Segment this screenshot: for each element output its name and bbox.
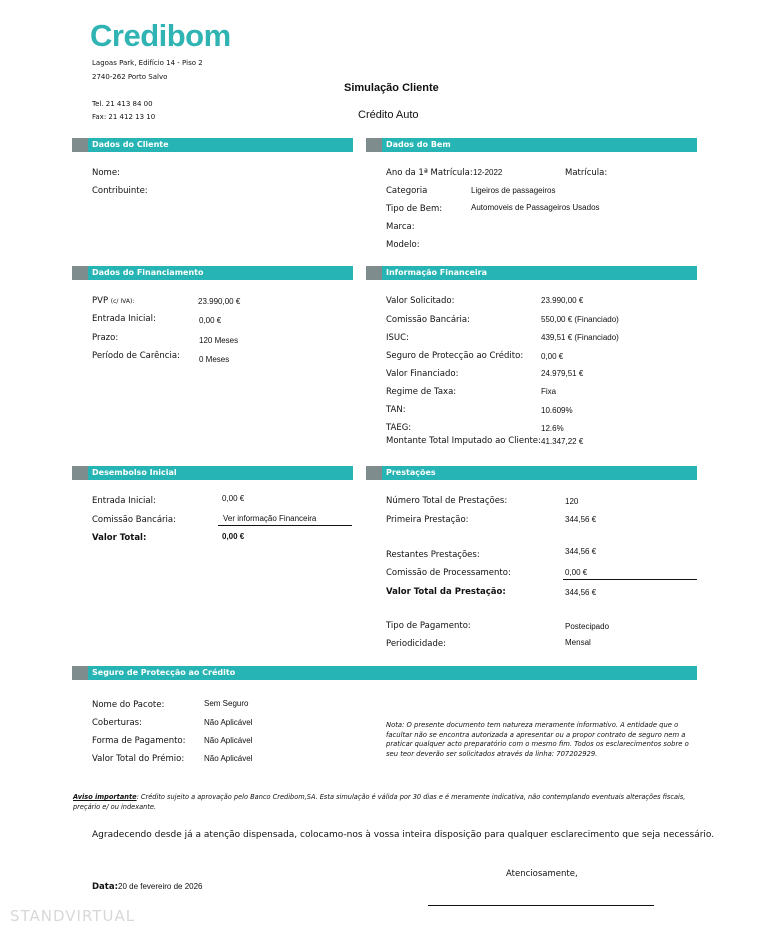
pvp-label <box>92 296 134 306</box>
section-tab <box>366 266 382 280</box>
pacote-value: Sem Seguro <box>204 699 249 708</box>
categoria-label: Categoria <box>386 186 428 196</box>
prazo-label: Prazo: <box>92 333 119 343</box>
pvp-value: 23.990,00 € <box>198 297 241 306</box>
address-line-2: 2740-262 Porto Salvo <box>92 73 168 81</box>
document-subtitle: Crédito Auto <box>358 109 419 121</box>
marca-label: Marca: <box>386 222 415 232</box>
fin-row-label: Regime de Taxa: <box>386 387 457 397</box>
desembolso-entrada-label: Entrada Inicial: <box>92 496 156 506</box>
fin-row-label: Valor Solicitado: <box>386 296 455 306</box>
section-bar-seguro <box>72 666 697 680</box>
thanks-text: Agradecendo desde já a atenção dispensada, colocamo-nos à vossa inteira disposição para qualquer esclarecimento que seja necessário. <box>92 830 715 840</box>
section-tab <box>366 466 382 480</box>
desembolso-entrada-value: 0,00 € <box>222 494 245 503</box>
section-bar-financiamento <box>72 266 353 280</box>
tipo-pagamento-label: Tipo de Pagamento: <box>386 621 471 631</box>
section-bar-cliente <box>72 138 353 152</box>
premio-value: Não Aplicável <box>204 754 253 763</box>
fin-row-value: 12.6% <box>541 424 564 433</box>
signature-line <box>428 905 654 906</box>
fax: Fax: 21 412 13 10 <box>92 113 156 121</box>
pvp-label-suffix: (c/ IVA): <box>110 298 135 305</box>
fin-row-label: Comissão Bancária: <box>386 315 470 325</box>
section-title-cliente: Dados do Cliente <box>92 140 169 149</box>
section-tab <box>366 138 382 152</box>
tipo-bem-value: Automoveis de Passageiros Usados <box>471 203 600 212</box>
total-prestacao-value: 344,56 € <box>565 588 597 597</box>
fin-row-value: 23.990,00 € <box>541 296 584 305</box>
fin-row-label: TAEG: <box>386 423 412 433</box>
aviso-title: Aviso importante <box>73 793 137 801</box>
desembolso-total-value: 0,00 € <box>222 532 245 541</box>
tipo-bem-label: Tipo de Bem: <box>386 204 443 214</box>
fin-row-value: 0,00 € <box>541 352 564 361</box>
restantes-prestacoes-value: 344,56 € <box>565 547 597 556</box>
fin-row-label: Seguro de Protecção ao Crédito: <box>386 351 524 361</box>
fin-row-value: 10.609% <box>541 406 573 415</box>
pacote-label: Nome do Pacote: <box>92 700 165 710</box>
pvp-label-text: PVP <box>92 296 109 306</box>
regards-text: Atenciosamente, <box>506 869 578 879</box>
contribuinte-label: Contribuinte: <box>92 186 148 196</box>
matricula-label: Matrícula: <box>565 168 608 178</box>
desembolso-comissao-label: Comissão Bancária: <box>92 515 176 525</box>
section-title-bem: Dados do Bem <box>386 140 451 149</box>
desembolso-comissao-value: Ver informação Financeira <box>223 514 317 523</box>
primeira-prestacao-value: 344,56 € <box>565 515 597 524</box>
section-tab <box>72 466 88 480</box>
desembolso-total-label: Valor Total: <box>92 533 147 543</box>
modelo-label: Modelo: <box>386 240 420 250</box>
credibom-logo: Credibom <box>90 18 231 53</box>
section-title-seguro: Seguro de Protecção ao Crédito <box>92 668 236 677</box>
premio-label: Valor Total do Prémio: <box>92 754 185 764</box>
section-title-desembolso: Desembolso Inicial <box>92 468 177 477</box>
date-label: Data: <box>92 882 118 892</box>
forma-pagamento-value: Não Aplicável <box>204 736 253 745</box>
insurance-note: Nota: O presente documento tem natureza meramente informativo. A entidade que o facultar não se encontra autorizada a apresentar ou a propor contrato de seguro nem a praticar qualquer acto preparatório com o mesmo fim. Todos os esclarecimentos sobre o seu teor deverão ser solicitados através da linha: 707202929. <box>386 721 689 758</box>
ano-label: Ano da 1ª Matrícula: <box>386 168 473 178</box>
nome-label: Nome: <box>92 168 120 178</box>
comissao-processamento-label: Comissão de Processamento: <box>386 568 511 578</box>
section-tab <box>72 138 88 152</box>
periodicidade-value: Mensal <box>565 638 591 647</box>
coberturas-label: Coberturas: <box>92 718 142 728</box>
forma-pagamento-label: Forma de Pagamento: <box>92 736 186 746</box>
numero-prestacoes-label: Número Total de Prestações: <box>386 496 508 506</box>
aviso-importante <box>73 793 698 812</box>
total-prestacao-label: Valor Total da Prestação: <box>386 587 506 597</box>
categoria-value: Ligeiros de passageiros <box>471 186 556 195</box>
aviso-text: : Crédito sujeito a aprovação pelo Banco Credibom,SA. Esta simulação é válida por 30 dias e é meramente indicativa, não contemplando eventuais alterações fiscais, preçário e/ ou indexante. <box>73 793 686 811</box>
periodicidade-label: Periodicidade: <box>386 639 446 649</box>
section-tab <box>72 266 88 280</box>
section-bar-bem <box>366 138 697 152</box>
document-title: Simulação Cliente <box>344 82 439 94</box>
fin-row-value: Fixa <box>541 387 557 396</box>
fin-row-value: 41.347,22 € <box>541 437 584 446</box>
section-bar-desembolso <box>72 466 353 480</box>
ano-value: 12-2022 <box>473 168 503 177</box>
fin-row-label: ISUC: <box>386 333 409 343</box>
section-title-financeira: Informação Financeira <box>386 268 487 277</box>
address-line-1: Lagoas Park, Edifício 14 - Piso 2 <box>92 59 203 67</box>
phone: Tel. 21 413 84 00 <box>92 100 153 108</box>
section-title-prestacoes: Prestações <box>386 468 436 477</box>
fin-row-label: TAN: <box>386 405 406 415</box>
section-tab <box>72 666 88 680</box>
standvirtual-watermark: STANDVIRTUAL <box>10 907 136 925</box>
carencia-value: 0 Meses <box>199 355 230 364</box>
fin-row-value: 24.979,51 € <box>541 369 584 378</box>
entrada-value: 0,00 € <box>199 316 222 325</box>
divider-line <box>218 525 352 526</box>
fin-row-label: Montante Total Imputado ao Cliente: <box>386 436 541 446</box>
comissao-processamento-value: 0,00 € <box>565 568 588 577</box>
fin-row-label: Valor Financiado: <box>386 369 459 379</box>
fin-row-value: 439,51 € (Financiado) <box>541 333 619 342</box>
fin-row-value: 550,00 € (Financiado) <box>541 315 619 324</box>
numero-prestacoes-value: 120 <box>565 497 579 506</box>
prazo-value: 120 Meses <box>199 336 239 345</box>
section-title-financiamento: Dados do Financiamento <box>92 268 204 277</box>
date-value: 20 de fevereiro de 2026 <box>118 882 203 891</box>
coberturas-value: Não Aplicável <box>204 718 253 727</box>
entrada-label: Entrada Inicial: <box>92 314 156 324</box>
restantes-prestacoes-label: Restantes Prestações: <box>386 550 480 560</box>
divider-line <box>563 579 697 580</box>
section-bar-financeira <box>366 266 697 280</box>
section-bar-prestacoes <box>366 466 697 480</box>
carencia-label: Período de Carência: <box>92 351 180 361</box>
tipo-pagamento-value: Postecipado <box>565 622 610 631</box>
primeira-prestacao-label: Primeira Prestação: <box>386 515 469 525</box>
